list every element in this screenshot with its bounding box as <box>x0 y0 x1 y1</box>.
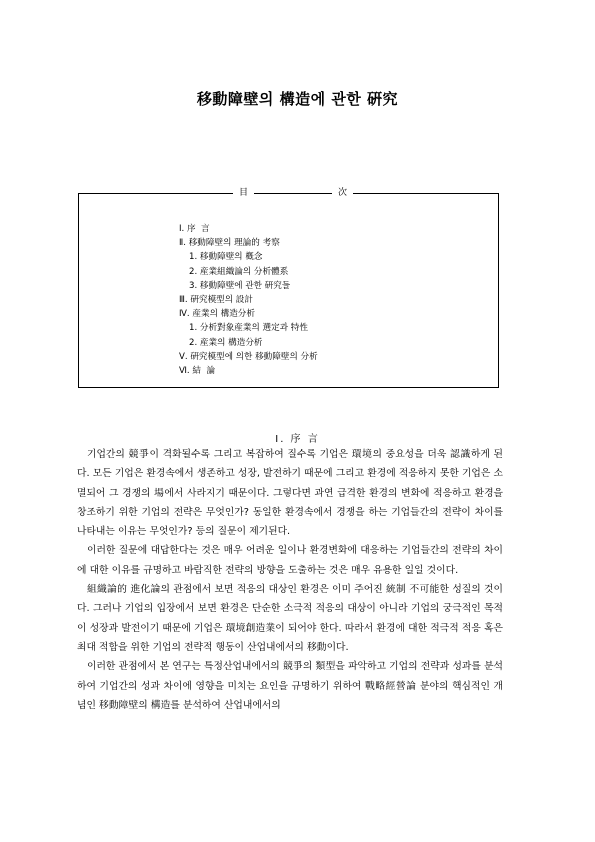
body-paragraph: 기업간의 競爭이 격화될수록 그리고 복잡하여 질수록 기업은 環境의 중요성을 더욱 認識하게 된다. 모든 기업은 환경속에서 생존하고 성장, 발전하기 때문에 그리고 환경에 적응하지 못한 기업은 소멸되어 그 경쟁의 場에서 사라지기 때문이다. 그렇다면 과연 급격한 환경의 변화에 적응하고 환경을 창조하기 위한 기업의 전략은 무엇인가? 동일한 환경속에서 경쟁을 하는 기업들간의 전략이 차이를 나타내는 이유는 무엇인가? 등의 질문이 제기된다. <box>77 449 503 538</box>
toc-subitem: 2. 産業의 構造分析 <box>189 337 263 348</box>
toc-item: Ⅲ. 硏究模型의 設計 <box>179 295 253 306</box>
toc-item: Ⅱ. 移動障壁의 理論的 考察 <box>179 238 280 249</box>
document-title: 移動障壁의 構造에 관한 硏究 <box>196 90 399 108</box>
table-of-contents <box>78 188 499 388</box>
body-paragraph: 組織論的 進化論의 관점에서 보면 적응의 대상인 환경은 이미 주어진 統制 不可能한 성질의 것이다. 그러나 기업의 입장에서 보면 환경은 단순한 소극적 적응의 대상이 아니라 기업의 궁극적인 목적이 성장과 발전이기 때문에 기업은 環境創造業이 되어야 한다. 따라서 환경에 대한 적극적 적응 혹은 최대 적합을 위한 기업의 전략적 행동이 산업내에서의 移動이다. <box>77 584 503 653</box>
section-body <box>77 445 503 715</box>
section-heading: Ⅰ. 序 言 <box>275 434 320 445</box>
toc-subitem: 2. 産業組織論의 分析體系 <box>189 266 289 277</box>
toc-item: Ⅵ. 結 論 <box>179 366 216 377</box>
toc-header <box>79 186 498 200</box>
toc-list <box>179 222 318 378</box>
toc-subitem: 1. 移動障壁의 槪念 <box>189 252 263 263</box>
body-paragraph: 이러한 질문에 대답한다는 것은 매우 어려운 일이나 환경변화에 대응하는 기업들간의 전략의 차이에 대한 이유를 규명하고 바람직한 전략의 방향을 도출하는 것은 매우 유용한 일일 것이다. <box>77 545 503 576</box>
toc-subitem: 1. 分析對象産業의 選定과 特性 <box>189 323 308 334</box>
toc-item: Ⅰ. 序 言 <box>179 224 210 234</box>
toc-header-left: 目 <box>233 186 254 200</box>
toc-item: Ⅴ. 硏究模型에 의한 移動障壁의 分析 <box>179 351 318 362</box>
toc-header-right: 次 <box>332 186 353 200</box>
toc-item: Ⅳ. 産業의 構造分析 <box>179 309 255 320</box>
toc-subitem: 3. 移動障壁에 관한 硏究들 <box>189 280 291 291</box>
body-paragraph: 이러한 관점에서 본 연구는 특정산업내에서의 競爭의 類型을 파악하고 기업의 전략과 성과를 분석하여 기업간의 성과 차이에 영향을 미치는 요인을 규명하기 위하여 戰略經營論 분야의 핵심적인 개념인 移動障壁의 構造를 분석하여 산업내에서의 <box>77 661 503 711</box>
